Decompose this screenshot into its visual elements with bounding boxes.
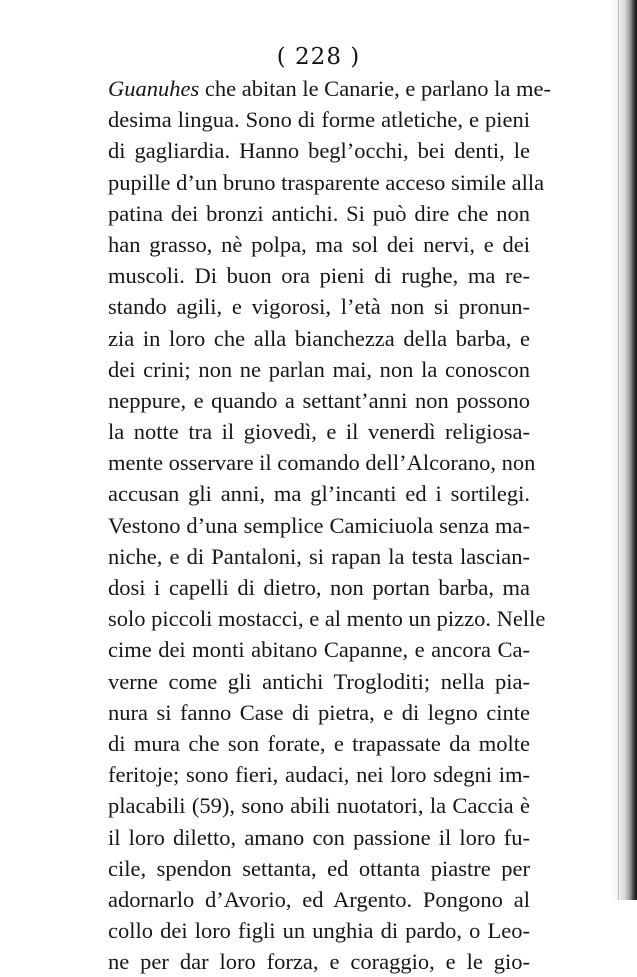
text-line: nura si fanno Case di pietra, e di legno cinte bbox=[108, 699, 530, 725]
text-line: cime dei monti abitano Capanne, e ancora Ca- bbox=[108, 637, 530, 663]
text-line: il loro diletto, amano con passione il loro fu- bbox=[108, 824, 530, 850]
text-line: adornarlo d’Avorio, ed Argento. Pongono al bbox=[108, 886, 530, 912]
text-line: Vestono d’una semplice Camiciuola senza ma- bbox=[108, 512, 530, 538]
text-line: la notte tra il giovedì, e il venerdì religiosa- bbox=[108, 419, 530, 445]
text-line: cile, spendon settanta, ed ottanta piastre per bbox=[108, 855, 530, 881]
text-line: neppure, e quando a settant’anni non possono bbox=[108, 387, 530, 413]
text-line: muscoli. Di buon ora pieni di rughe, ma re- bbox=[108, 263, 530, 289]
text-line: collo dei loro figli un unghia di pardo, o Leo- bbox=[108, 918, 530, 944]
italic-name: Guanuhes bbox=[108, 76, 200, 101]
text-line: di gagliardia. Hanno begl’occhi, bei denti, le bbox=[108, 138, 530, 164]
text-line: verne come gli antichi Trogloditi; nella pia- bbox=[108, 668, 530, 694]
text-line: di mura che son forate, e trapassate da molte bbox=[108, 730, 530, 756]
text-line: han grasso, nè polpa, ma sol dei nervi, e dei bbox=[108, 231, 530, 257]
text-line: zia in loro che alla bianchezza della barba, e bbox=[108, 325, 530, 351]
body-text bbox=[108, 73, 551, 977]
text-line: niche, e di Pantaloni, si rapan la testa lascian- bbox=[108, 543, 530, 569]
page-number: ( 228 ) bbox=[276, 44, 361, 70]
text-line: ne per dar loro forza, e coraggio, e le gio- bbox=[108, 949, 530, 975]
text-line: patina dei bronzi antichi. Si può dire che non bbox=[108, 200, 530, 226]
page-binding-line bbox=[618, 0, 619, 900]
text-line: dosi i capelli di dietro, non portan barba, ma bbox=[108, 575, 530, 600]
text-line: accusan gli anni, ma gl’incanti ed i sortilegi. bbox=[108, 481, 530, 507]
text-line: solo piccoli mostacci, e al mento un pizzo. Nelle bbox=[108, 606, 546, 632]
text-line: desima lingua. Sono di forme atletiche, e pieni bbox=[108, 107, 530, 133]
text-line: placabili (59), sono abili nuotatori, la Caccia è bbox=[108, 793, 530, 819]
text-line: mente osservare il comando dell’Alcorano, non bbox=[108, 450, 536, 476]
text-line bbox=[108, 73, 551, 104]
text-line: dei crini; non ne parlan mai, non la conoscon bbox=[108, 356, 530, 382]
page-binding-shadow bbox=[611, 0, 637, 900]
text-line: feritoje; sono fieri, audaci, nei loro sdegni im- bbox=[108, 762, 530, 788]
text-line-rest: che abitan le Canarie, e parlano la me- bbox=[199, 76, 551, 101]
text-line: pupille d’un bruno trasparente acceso simile alla bbox=[108, 169, 545, 195]
text-line: stando agili, e vigorosi, l’età non si pronun- bbox=[108, 294, 530, 320]
